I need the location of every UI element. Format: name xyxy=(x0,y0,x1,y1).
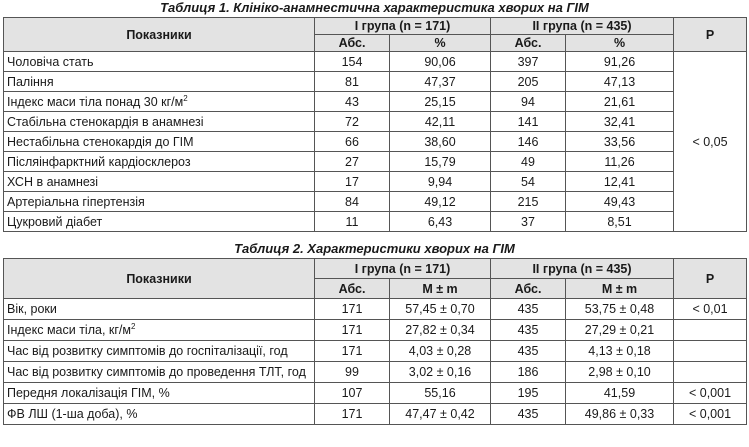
row-label-text: Час від розвитку симптомів до госпіталізації, год xyxy=(7,344,288,358)
p-value: < 0,01 xyxy=(674,299,747,320)
row-label xyxy=(4,72,315,92)
row-label xyxy=(4,383,315,404)
table-row xyxy=(4,152,747,172)
row-label-text: Чоловіча стать xyxy=(7,54,94,69)
row-label xyxy=(4,299,315,320)
group2-abs: 37 xyxy=(491,212,566,232)
table2-header-indicator: Показники xyxy=(4,259,315,299)
group1-abs: 72 xyxy=(315,112,390,132)
group1-pct: 15,79 xyxy=(390,152,491,172)
row-label xyxy=(4,212,315,232)
table-row xyxy=(4,52,747,72)
table2-subheader-abs: Абс. xyxy=(315,279,390,299)
p-value xyxy=(674,320,747,341)
group1-mean: 47,47 ± 0,42 xyxy=(390,404,491,425)
row-label-text: ФВ ЛШ (1-ша доба), % xyxy=(7,407,138,421)
table1-header-p: P xyxy=(674,18,747,52)
table1-header-indicator: Показники xyxy=(4,18,315,52)
group2-pct: 47,13 xyxy=(566,72,674,92)
table1-subheader-abs: Абс. xyxy=(491,35,566,52)
group2-pct: 8,51 xyxy=(566,212,674,232)
table1-subheader-pct: % xyxy=(390,35,491,52)
table1-subheader-pct: % xyxy=(566,35,674,52)
group1-pct: 42,11 xyxy=(390,112,491,132)
table2-header-p: P xyxy=(674,259,747,299)
group2-mean: 49,86 ± 0,33 xyxy=(566,404,674,425)
table2-body xyxy=(4,299,747,425)
group2-pct: 91,26 xyxy=(566,52,674,72)
row-label xyxy=(4,152,315,172)
table-row xyxy=(4,92,747,112)
p-value xyxy=(674,362,747,383)
group1-abs: 171 xyxy=(315,320,390,341)
row-label-text: Індекс маси тіла, кг/м xyxy=(7,323,131,338)
table1-body xyxy=(4,52,747,232)
group1-abs: 66 xyxy=(315,132,390,152)
table-row xyxy=(4,132,747,152)
p-value xyxy=(674,341,747,362)
group1-abs: 171 xyxy=(315,299,390,320)
group1-abs: 11 xyxy=(315,212,390,232)
row-label-text: Артеріальна гіпертензія xyxy=(7,194,145,209)
p-value: < 0,001 xyxy=(674,404,747,425)
group1-mean: 55,16 xyxy=(390,383,491,404)
group1-abs: 27 xyxy=(315,152,390,172)
row-label-text: Індекс маси тіла понад 30 кг/м xyxy=(7,95,184,110)
group2-abs: 397 xyxy=(491,52,566,72)
row-label xyxy=(4,92,315,112)
group2-mean: 41,59 xyxy=(566,383,674,404)
group1-abs: 81 xyxy=(315,72,390,92)
p-value: < 0,05 xyxy=(674,52,747,232)
row-label xyxy=(4,132,315,152)
table-row xyxy=(4,212,747,232)
row-label-text: Післяінфарктний кардіосклероз xyxy=(7,154,191,169)
table-row xyxy=(4,404,747,425)
group2-pct: 33,56 xyxy=(566,132,674,152)
group2-mean: 27,29 ± 0,21 xyxy=(566,320,674,341)
group2-pct: 11,26 xyxy=(566,152,674,172)
group1-abs: 17 xyxy=(315,172,390,192)
group2-pct: 49,43 xyxy=(566,192,674,212)
table2-header-group1: I група (n = 171) xyxy=(315,259,491,279)
row-label xyxy=(4,341,315,362)
table2-subheader-abs: Абс. xyxy=(491,279,566,299)
row-label xyxy=(4,192,315,212)
group1-pct: 90,06 xyxy=(390,52,491,72)
p-value: < 0,001 xyxy=(674,383,747,404)
group2-abs: 94 xyxy=(491,92,566,112)
group2-abs: 54 xyxy=(491,172,566,192)
table2-subheader-mean: M ± m xyxy=(390,279,491,299)
group2-abs: 195 xyxy=(491,383,566,404)
group2-mean: 53,75 ± 0,48 xyxy=(566,299,674,320)
table1-caption: Таблиця 1. Клініко-анамнестична характеристика хворих на ГІМ xyxy=(160,0,589,15)
row-label-text: Передня локалізація ГІМ, % xyxy=(7,386,170,400)
group1-abs: 154 xyxy=(315,52,390,72)
table-row xyxy=(4,320,747,341)
group1-pct: 49,12 xyxy=(390,192,491,212)
table1-subheader-abs: Абс. xyxy=(315,35,390,52)
table-row xyxy=(4,362,747,383)
group1-pct: 38,60 xyxy=(390,132,491,152)
group1-abs: 99 xyxy=(315,362,390,383)
group1-pct: 25,15 xyxy=(390,92,491,112)
group2-mean: 4,13 ± 0,18 xyxy=(566,341,674,362)
table1-header-group2: II група (n = 435) xyxy=(491,18,674,35)
row-label-text: Цукровий діабет xyxy=(7,214,103,229)
group2-abs: 435 xyxy=(491,299,566,320)
group2-abs: 435 xyxy=(491,320,566,341)
table2-header-group2: II група (n = 435) xyxy=(491,259,674,279)
group1-abs: 171 xyxy=(315,341,390,362)
table-row xyxy=(4,341,747,362)
group1-mean: 57,45 ± 0,70 xyxy=(390,299,491,320)
group1-mean: 4,03 ± 0,28 xyxy=(390,341,491,362)
row-label-text: Паління xyxy=(7,74,54,89)
row-label xyxy=(4,362,315,383)
group2-abs: 215 xyxy=(491,192,566,212)
group1-abs: 43 xyxy=(315,92,390,112)
row-label-text: Нестабільна стенокардія до ГІМ xyxy=(7,134,194,149)
table2-caption: Таблиця 2. Характеристики хворих на ГІМ xyxy=(234,241,515,256)
group1-mean: 3,02 ± 0,16 xyxy=(390,362,491,383)
group1-abs: 171 xyxy=(315,404,390,425)
group1-abs: 84 xyxy=(315,192,390,212)
group2-mean: 2,98 ± 0,10 xyxy=(566,362,674,383)
group1-pct: 9,94 xyxy=(390,172,491,192)
table1 xyxy=(3,17,747,232)
table2-subheader-mean: M ± m xyxy=(566,279,674,299)
row-label xyxy=(4,172,315,192)
table-row xyxy=(4,72,747,92)
row-label xyxy=(4,112,315,132)
table-row xyxy=(4,172,747,192)
group2-abs: 435 xyxy=(491,404,566,425)
row-label xyxy=(4,404,315,425)
row-label-text: Стабільна стенокардія в анамнезі xyxy=(7,114,204,129)
group2-abs: 435 xyxy=(491,341,566,362)
row-label xyxy=(4,320,315,341)
table-row xyxy=(4,299,747,320)
group2-abs: 186 xyxy=(491,362,566,383)
group1-pct: 6,43 xyxy=(390,212,491,232)
group2-abs: 141 xyxy=(491,112,566,132)
table-row xyxy=(4,192,747,212)
group2-pct: 21,61 xyxy=(566,92,674,112)
row-label-text: Час від розвитку симптомів до проведення ТЛТ, год xyxy=(7,365,306,379)
table2 xyxy=(3,258,747,425)
superscript: 2 xyxy=(131,322,136,332)
group2-abs: 49 xyxy=(491,152,566,172)
row-label-text: Вік, роки xyxy=(7,302,57,316)
group2-pct: 32,41 xyxy=(566,112,674,132)
group1-mean: 27,82 ± 0,34 xyxy=(390,320,491,341)
table1-header-group1: I група (n = 171) xyxy=(315,18,491,35)
group2-pct: 12,41 xyxy=(566,172,674,192)
table-row xyxy=(4,383,747,404)
group2-abs: 205 xyxy=(491,72,566,92)
superscript: 2 xyxy=(183,93,188,103)
group2-abs: 146 xyxy=(491,132,566,152)
group1-abs: 107 xyxy=(315,383,390,404)
table-row xyxy=(4,112,747,132)
row-label-text: ХСН в анамнезі xyxy=(7,174,99,189)
group1-pct: 47,37 xyxy=(390,72,491,92)
row-label xyxy=(4,52,315,72)
